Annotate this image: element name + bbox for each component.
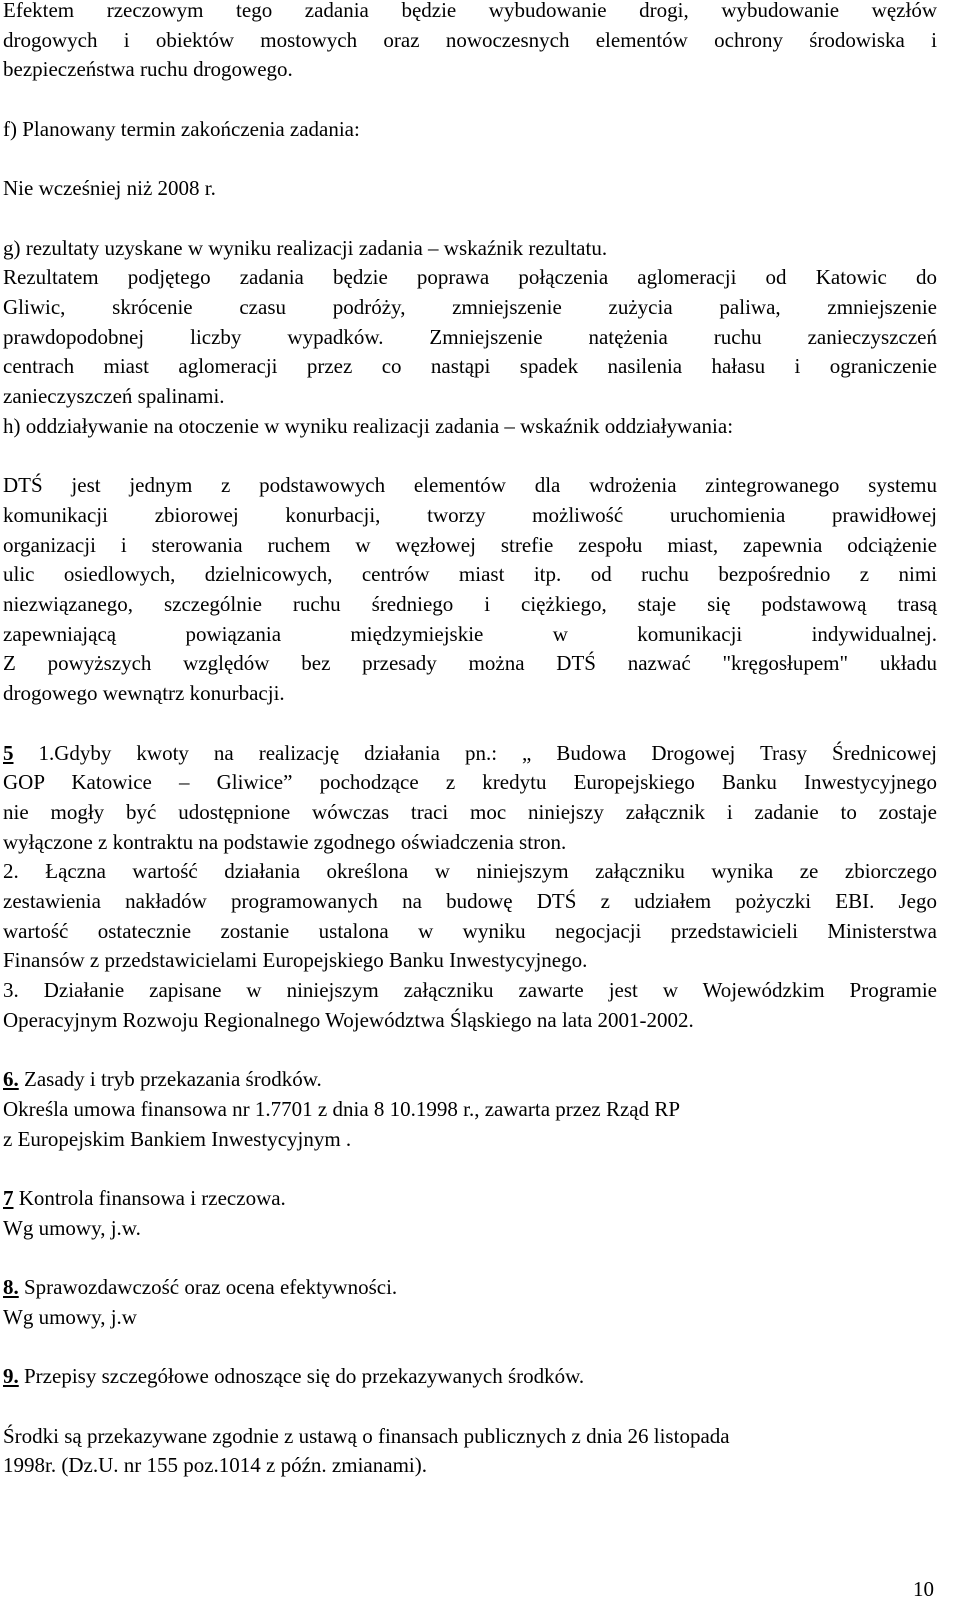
text-line: Wg umowy, j.w. (3, 1215, 141, 1240)
text-line: Określa umowa finansowa nr 1.7701 z dnia 8 10.1998 r., zawarta przez Rząd RP (3, 1096, 681, 1121)
section-f-heading: f) Planowany termin zakończenia zadania: (3, 116, 360, 141)
section-g-heading: g) rezultaty uzyskane w wyniku realizacji zadania – wskaźnik rezultatu. (3, 235, 608, 260)
section-6-heading (3, 1065, 937, 1095)
text-line: Wg umowy, j.w (3, 1304, 137, 1329)
text-line: organizacji i sterowania ruchem w węzłowej strefie zespołu miast, zapewnia odciążenie (3, 532, 937, 557)
text-line: niezwiązanego, szczególnie ruchu średniego i ciężkiego, staje się podstawową trasą (3, 592, 937, 616)
page-number: 10 (913, 1577, 934, 1601)
text-line: nie mogły być udostępnione wówczas traci moc niniejszy załącznik i zadanie to zostaje (3, 799, 937, 824)
section-text: 1.Gdyby kwoty na realizację działania pn.: „ Budowa Drogowej Trasy Średnicowej (13, 740, 937, 765)
section-number: 9. (3, 1364, 19, 1389)
section-title: Przepisy szczegółowe odnoszące się do przekazywanych środków. (18, 1364, 585, 1389)
section-title: Kontrola finansowa i rzeczowa. (13, 1186, 286, 1211)
text-line: centrach miast aglomeracji przez co nastąpi spadek nasilenia hałasu i ograniczenie (3, 354, 937, 379)
text-line: zapewniającą powiązania międzymiejskie w komunikacji indywidualnej. (3, 621, 937, 646)
section-number: 5 (3, 740, 14, 765)
text-line: 3. Działanie zapisane w niniejszym załączniku zawarte jest w Wojewódzkim Programie (3, 978, 937, 1003)
text-line: drogowych i obiektów mostowych oraz nowoczesnych elementów ochrony środowiska i (3, 27, 937, 52)
section-f-value: Nie wcześniej niż 2008 r. (3, 176, 216, 201)
text-line: wartość ostatecznie zostanie ustalona w wyniku negocjacji przedstawicieli Ministerstwa (3, 918, 937, 943)
text-line: z Europejskim Bankiem Inwestycyjnym . (3, 1126, 352, 1151)
section-h-heading: h) oddziaływanie na otoczenie w wyniku realizacji zadania – wskaźnik oddziaływania: (3, 413, 734, 438)
section-number: 6. (3, 1067, 19, 1092)
section-number: 7 (3, 1186, 14, 1211)
text-line: bezpieczeństwa ruchu drogowego. (3, 57, 293, 82)
text-line: Efektem rzeczowym tego zadania będzie wybudowanie drogi, wybudowanie węzłów (3, 0, 937, 22)
text-line: Z powyższych względów bez przesady można DTŚ nazwać "kręgosłupem" układu (3, 651, 937, 676)
page-content (3, 0, 937, 1481)
section-9-heading (3, 1362, 937, 1392)
section-7-heading (3, 1184, 937, 1214)
text-line: wyłączone z kontraktu na podstawie zgodnego oświadczenia stron. (3, 829, 567, 854)
text-line: drogowego wewnątrz konurbacji. (3, 681, 285, 706)
section-title: Sprawozdawczość oraz ocena efektywności. (18, 1275, 398, 1300)
section-8-heading (3, 1273, 937, 1303)
text-line: Rezultatem podjętego zadania będzie poprawa połączenia aglomeracji od Katowic do (3, 265, 937, 290)
section-number: 8. (3, 1275, 19, 1300)
text-line: Operacyjnym Rozwoju Regionalnego Województwa Śląskiego na lata 2001-2002. (3, 1007, 694, 1032)
text-line: 2. Łączna wartość działania określona w niniejszym załączniku wynika ze zbiorczego (3, 859, 937, 884)
text-line: prawdopodobnej liczby wypadków. Zmniejszenie natężenia ruchu zanieczyszczeń (3, 324, 937, 349)
text-line: GOP Katowice – Gliwice” pochodzące z kredytu Europejskiego Banku Inwestycyjnego (3, 770, 937, 795)
text-line: komunikacji zbiorowej konurbacji, tworzy możliwość uruchomienia prawidłowej (3, 502, 937, 527)
text-line: Gliwic, skrócenie czasu podróży, zmniejszenie zużycia paliwa, zmniejszenie (3, 294, 937, 319)
section-5-line (3, 739, 937, 769)
section-title: Zasady i tryb przekazania środków. (18, 1067, 322, 1092)
text-line: zestawienia nakładów programowanych na budowę DTŚ z udziałem pożyczki EBI. Jego (3, 889, 937, 914)
text-line: Środki są przekazywane zgodnie z ustawą o finansach publicznych z dnia 26 listopada (3, 1423, 730, 1448)
text-line: ulic osiedlowych, dzielnicowych, centrów miast itp. od ruchu bezpośrednio z nimi (3, 562, 937, 587)
text-line: Finansów z przedstawicielami Europejskiego Banku Inwestycyjnego. (3, 948, 588, 973)
text-line: 1998r. (Dz.U. nr 155 poz.1014 z późn. zmianami). (3, 1453, 427, 1478)
text-line: zanieczyszczeń spalinami. (3, 384, 225, 409)
text-line: DTŚ jest jednym z podstawowych elementów dla wdrożenia zintegrowanego systemu (3, 473, 937, 498)
